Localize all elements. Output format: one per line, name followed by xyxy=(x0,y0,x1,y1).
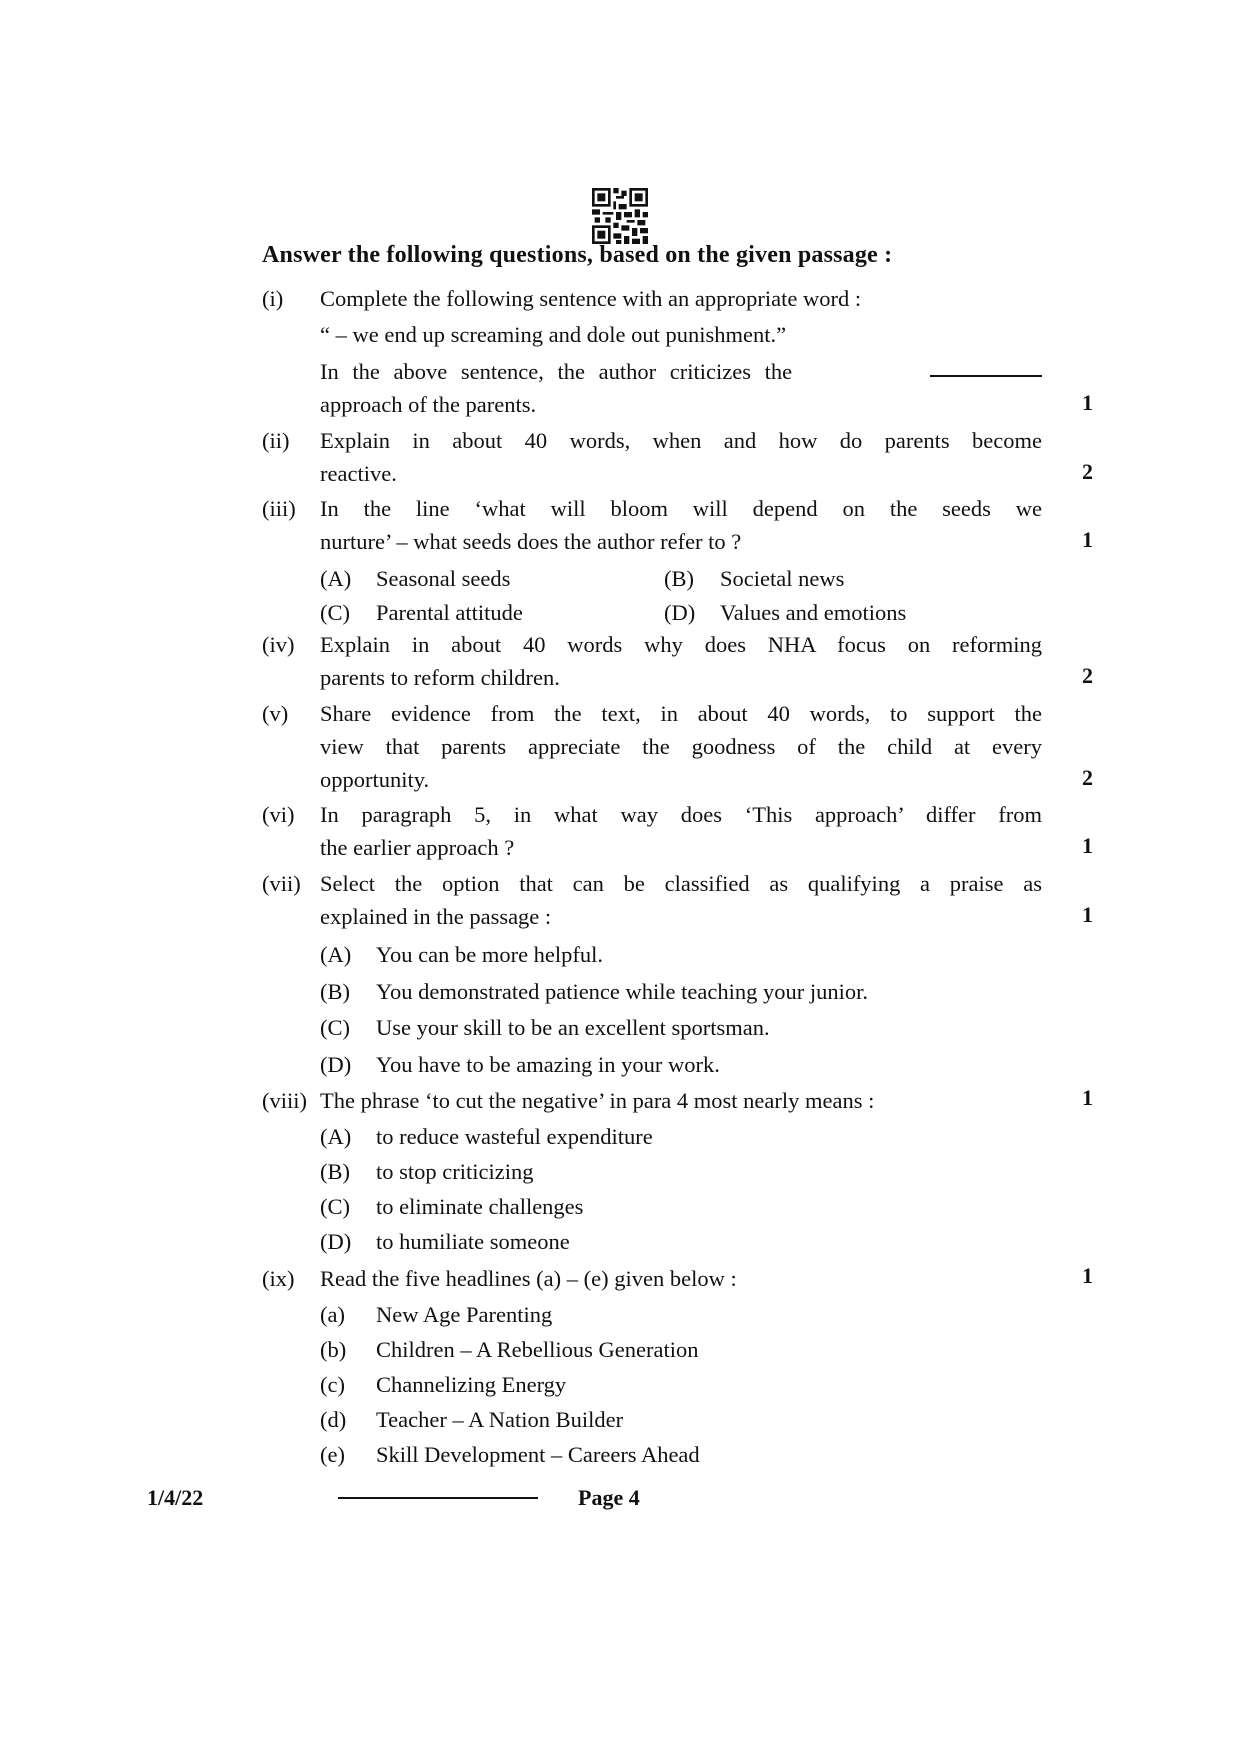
question-number: (vii) xyxy=(262,871,301,896)
question-text: Read the five headlines (a) – (e) given below : xyxy=(320,1266,737,1291)
answer-blank xyxy=(930,355,1042,377)
question-text: explained in the passage : xyxy=(320,904,552,929)
marks: 1 xyxy=(1082,902,1093,927)
question-number: (v) xyxy=(262,701,289,726)
page-number: Page 4 xyxy=(578,1485,640,1510)
headline-e: (e) Skill Development – Careers Ahead xyxy=(320,1442,700,1467)
question-text: Share evidence from the text, in about 40 words, to support the xyxy=(320,701,1042,726)
marks: 2 xyxy=(1082,459,1093,484)
question-text: In the above sentence, the author criticizes the xyxy=(320,359,793,384)
headline-a: (a) New Age Parenting xyxy=(320,1302,553,1327)
question-number: (vi) xyxy=(262,802,295,827)
question-number: (ix) xyxy=(262,1266,295,1291)
question-text: the earlier approach ? xyxy=(320,835,515,860)
qr-code-icon xyxy=(592,188,648,244)
question-number: (iii) xyxy=(262,496,296,521)
question-text: view that parents appreciate the goodness of the child at every xyxy=(320,734,1042,759)
question-text: Explain in about 40 words why does NHA focus on reforming xyxy=(320,632,1042,657)
question-text: In the line ‘what will bloom will depend on the seeds we xyxy=(320,496,1042,521)
question-text: “ – we end up screaming and dole out punishment.” xyxy=(320,322,787,347)
option-d: (D) to humiliate someone xyxy=(320,1229,570,1254)
option-c: (C) Use your skill to be an excellent sportsman. xyxy=(320,1015,770,1040)
headline-c: (c) Channelizing Energy xyxy=(320,1372,567,1397)
question-text: In paragraph 5, in what way does ‘This approach’ differ from xyxy=(320,802,1042,827)
marks: 1 xyxy=(1082,527,1093,552)
question-number: (iv) xyxy=(262,632,295,657)
footer-divider xyxy=(338,1497,538,1499)
option-b: (B) You demonstrated patience while teaching your junior. xyxy=(320,979,868,1004)
question-number: (ii) xyxy=(262,428,290,453)
option-d: (D) You have to be amazing in your work. xyxy=(320,1052,720,1077)
question-text: reactive. xyxy=(320,461,397,486)
option-b: (B) Societal news xyxy=(664,566,845,591)
option-a: (A) You can be more helpful. xyxy=(320,942,604,967)
option-b: (B) to stop criticizing xyxy=(320,1159,534,1184)
marks: 1 xyxy=(1082,1263,1093,1288)
question-number: (i) xyxy=(262,286,284,311)
option-c: (C) Parental attitude xyxy=(320,600,523,625)
section-heading: Answer the following questions, based on the given passage : xyxy=(262,242,893,268)
question-number: (viii) xyxy=(262,1088,307,1113)
question-text: Explain in about 40 words, when and how do parents become xyxy=(320,428,1042,453)
question-text: Complete the following sentence with an appropriate word : xyxy=(320,286,862,311)
option-d: (D) Values and emotions xyxy=(664,600,907,625)
question-text: opportunity. xyxy=(320,767,430,792)
marks: 1 xyxy=(1082,833,1093,858)
question-text: parents to reform children. xyxy=(320,665,560,690)
headline-d: (d) Teacher – A Nation Builder xyxy=(320,1407,624,1432)
option-a: (A) Seasonal seeds xyxy=(320,566,511,591)
question-text: Select the option that can be classified as qualifying a praise as xyxy=(320,871,1042,896)
marks: 1 xyxy=(1082,1085,1093,1110)
question-text: The phrase ‘to cut the negative’ in para 4 most nearly means : xyxy=(320,1088,875,1113)
marks: 2 xyxy=(1082,765,1093,790)
question-text: nurture’ – what seeds does the author refer to ? xyxy=(320,529,742,554)
marks: 2 xyxy=(1082,663,1093,688)
headline-b: (b) Children – A Rebellious Generation xyxy=(320,1337,699,1362)
marks: 1 xyxy=(1082,390,1093,415)
option-a: (A) to reduce wasteful expenditure xyxy=(320,1124,653,1149)
paper-code: 1/4/22 xyxy=(147,1485,204,1510)
question-text: approach of the parents. xyxy=(320,392,537,417)
option-c: (C) to eliminate challenges xyxy=(320,1194,584,1219)
